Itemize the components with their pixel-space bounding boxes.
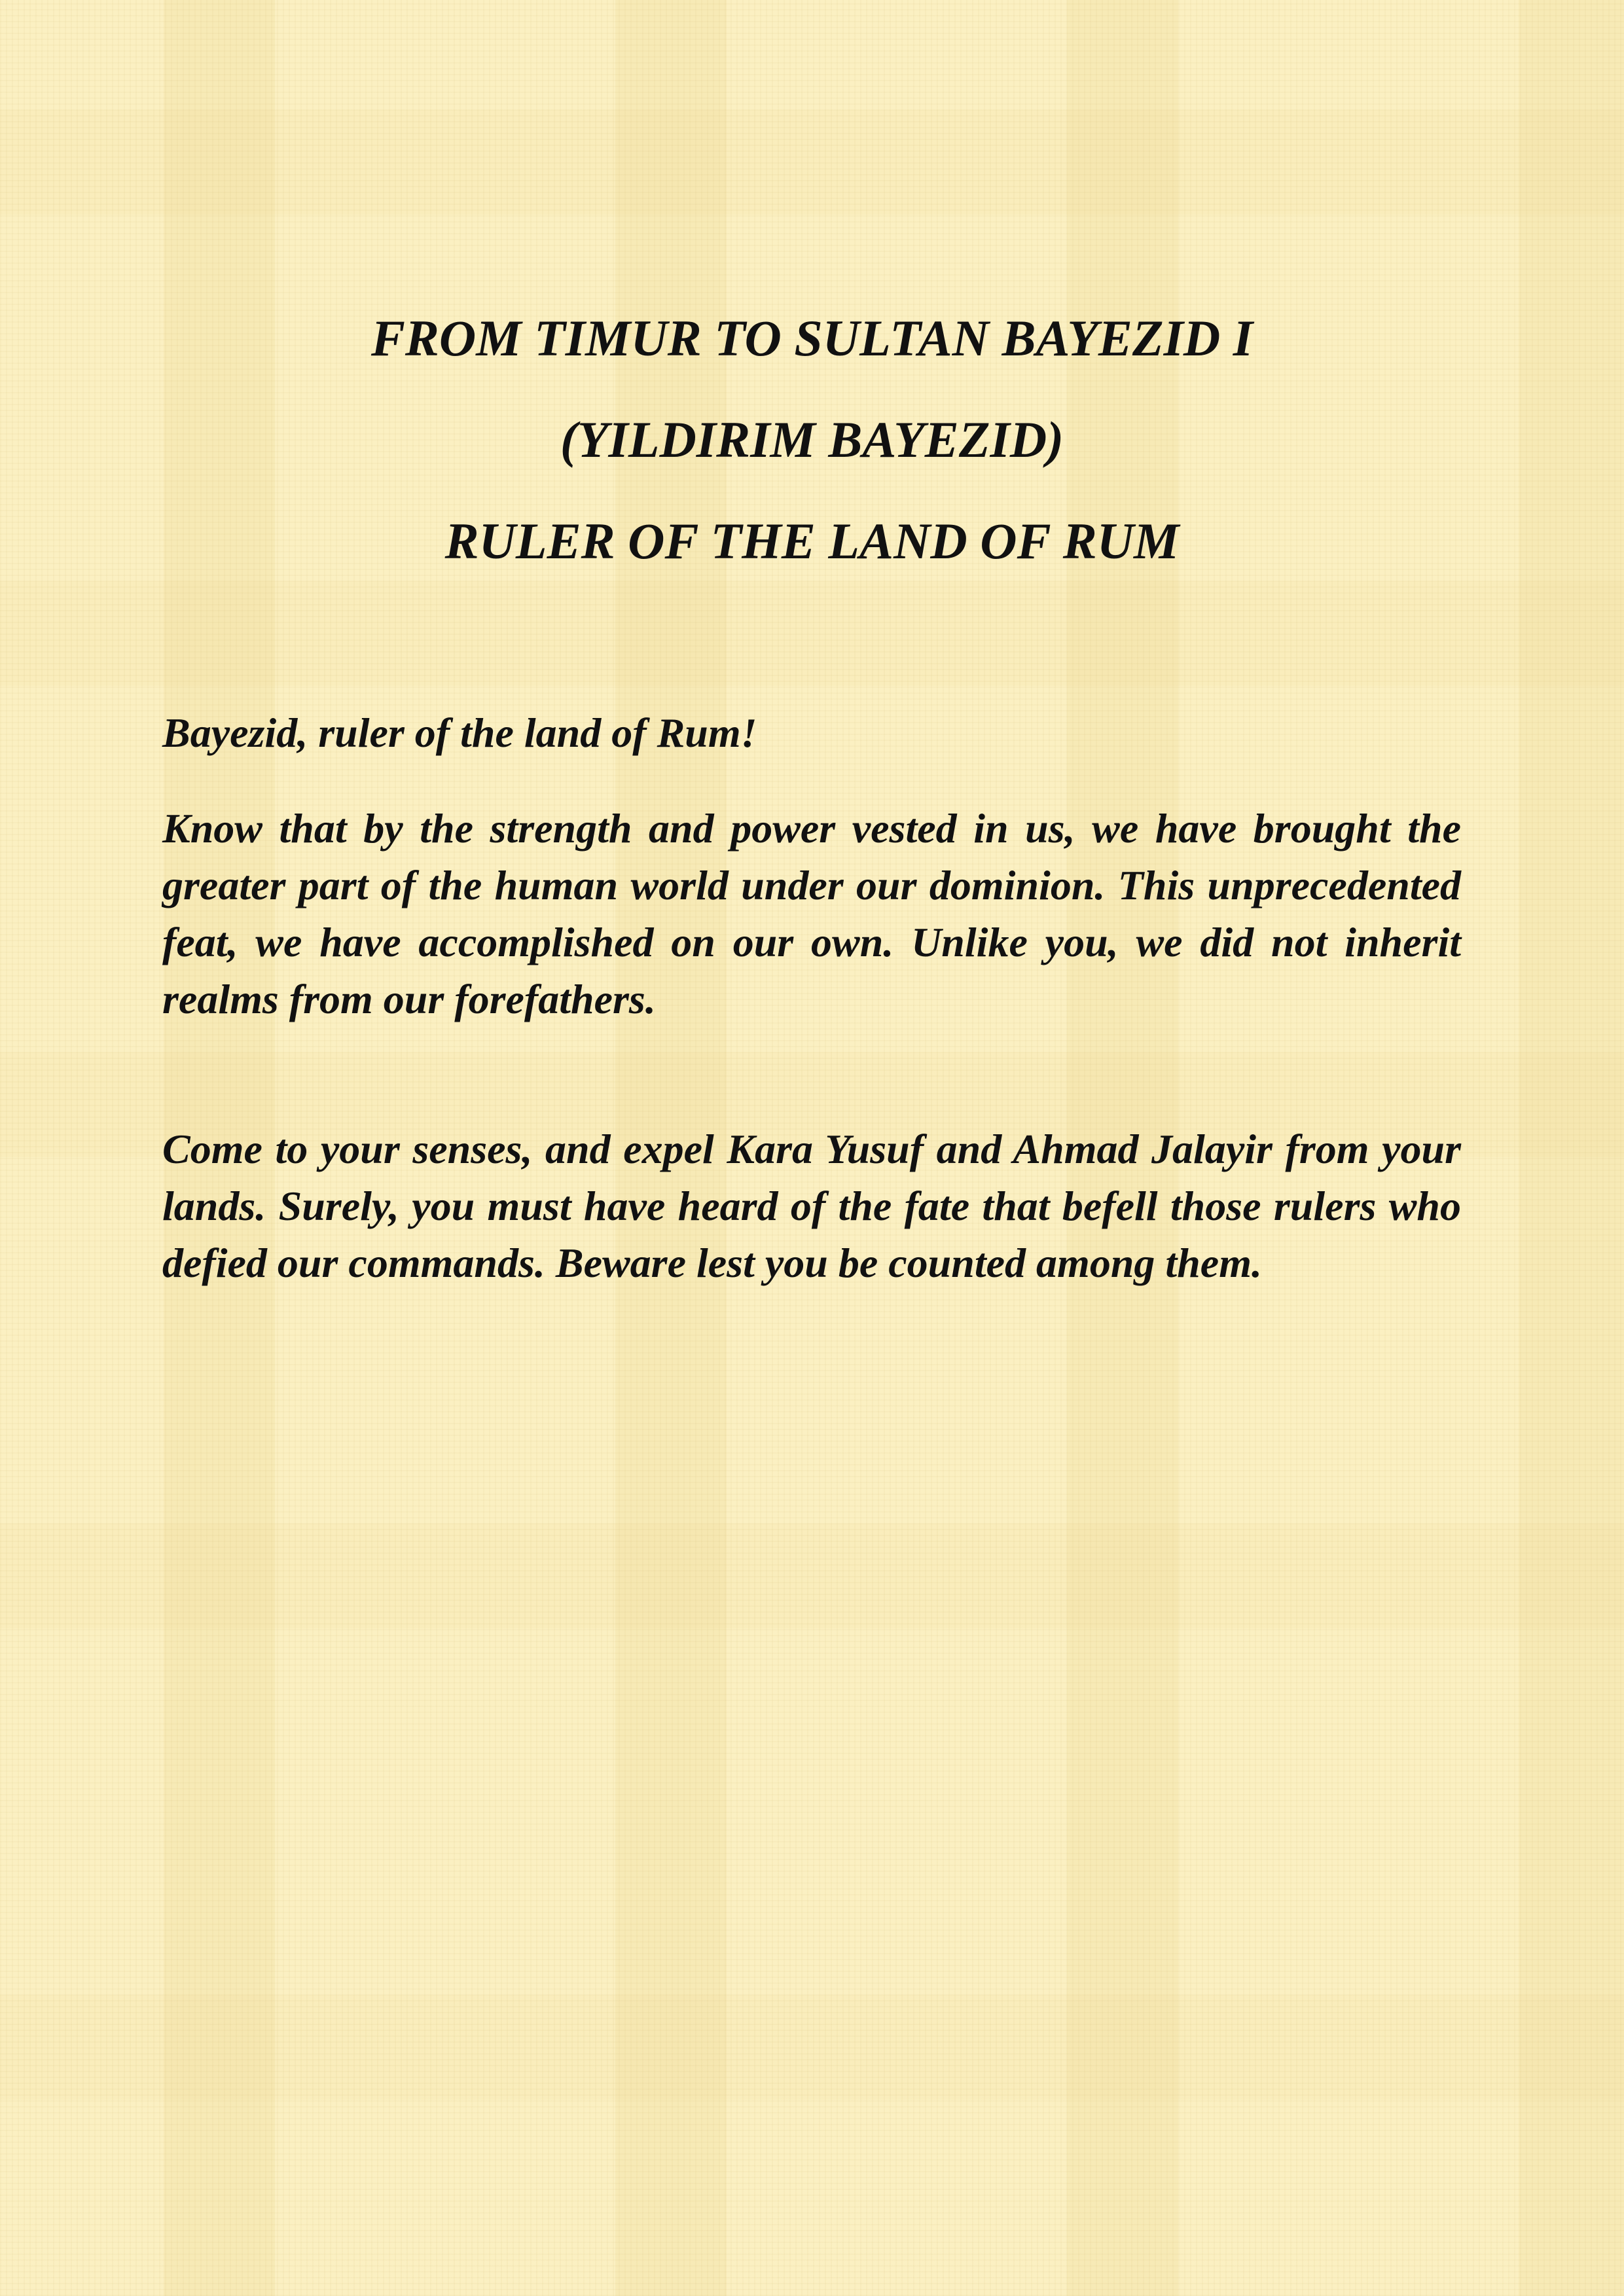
- paragraph-1: Know that by the strength and power vested in us, we have brought the greater part of the human world under our dominion. This unprecedented feat, we have accomplished on our own. Unlike you, we did not inherit realms from our forefathers.: [162, 805, 1461, 1022]
- title-line-1: FROM TIMUR TO SULTAN BAYEZID I: [370, 310, 1254, 367]
- salutation: Bayezid, ruler of the land of Rum!: [162, 709, 757, 756]
- paragraph-2: Come to your senses, and expel Kara Yusuf and Ahmad Jalayir from your lands. Surely, you must have heard of the fate that befell those rulers who defied our commands. Beware lest you be counted among them.: [162, 1126, 1461, 1286]
- title-line-2: (YILDIRIM BAYEZID): [560, 411, 1064, 468]
- title-line-3: RULER OF THE LAND OF RUM: [444, 512, 1180, 569]
